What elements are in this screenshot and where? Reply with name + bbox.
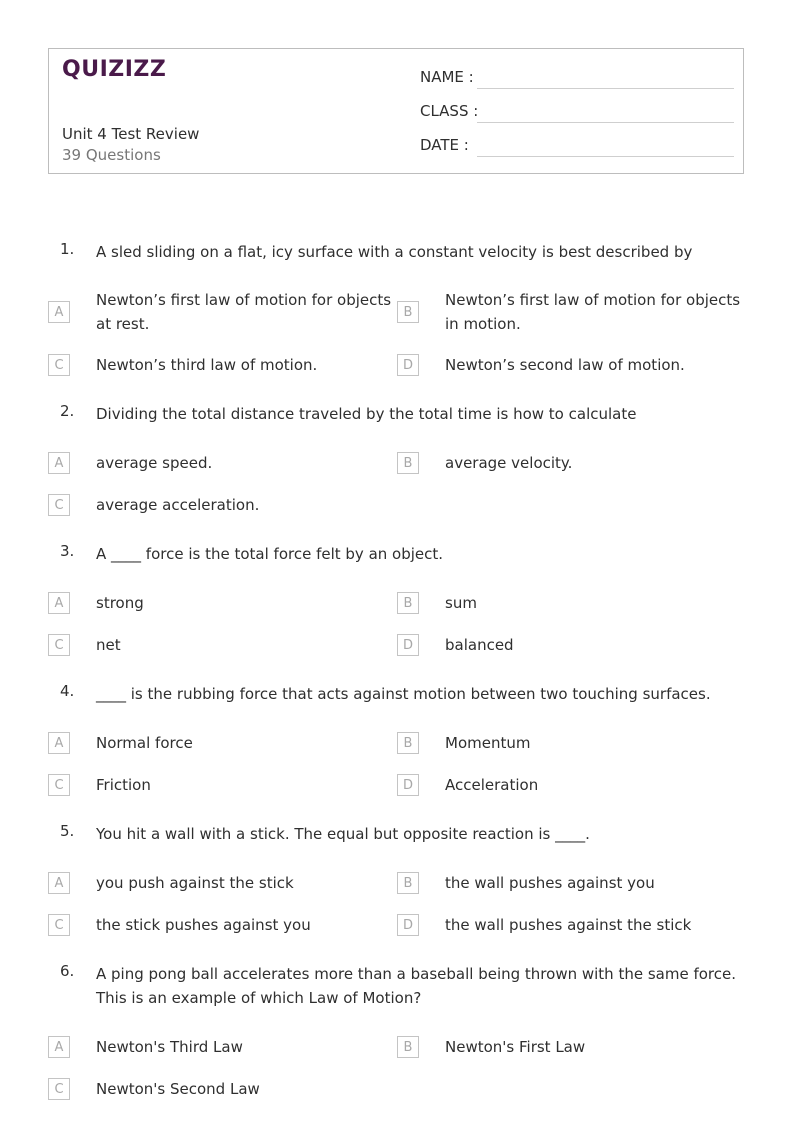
question-number: 2. (60, 402, 75, 420)
option-box-b[interactable]: B (397, 872, 419, 894)
question-text: A ____ force is the total force felt by an object. (96, 545, 444, 563)
option-box-b[interactable]: B (397, 452, 419, 474)
option-text: Momentum (445, 734, 531, 752)
option-box-b[interactable]: B (397, 1036, 419, 1058)
question-number: 1. (60, 240, 75, 258)
option-text: average speed. (96, 454, 213, 472)
option-text: Newton’s second law of motion. (445, 356, 685, 374)
question-number: 4. (60, 682, 75, 700)
option-text: net (96, 636, 121, 654)
option-box-d[interactable]: D (397, 634, 419, 656)
question-number: 3. (60, 542, 75, 560)
question-text: A ping pong ball accelerates more than a baseball being thrown with the same force. This is an example of which Law of Motion? (96, 965, 736, 1007)
option-box-c[interactable]: C (48, 634, 70, 656)
option-box-c[interactable]: C (48, 494, 70, 516)
option-text: Newton’s first law of motion for objects at rest. (96, 291, 392, 333)
option-box-a[interactable]: A (48, 452, 70, 474)
option-text: Friction (96, 776, 151, 794)
option-box-a[interactable]: A (48, 592, 70, 614)
option-text: average velocity. (445, 454, 573, 472)
option-text: Normal force (96, 734, 193, 752)
option-text: you push against the stick (96, 874, 294, 892)
question-text: ____ is the rubbing force that acts against motion between two touching surfaces. (96, 685, 711, 703)
question-number: 5. (60, 822, 75, 840)
option-text: the wall pushes against you (445, 874, 655, 892)
quizizz-logo: QUIZIZZ (62, 57, 167, 82)
option-box-a[interactable]: A (48, 1036, 70, 1058)
question-count: 39 Questions (62, 146, 161, 164)
name-label: NAME : (420, 68, 474, 86)
option-box-c[interactable]: C (48, 914, 70, 936)
option-text: balanced (445, 636, 514, 654)
option-text: Acceleration (445, 776, 539, 794)
option-box-d[interactable]: D (397, 354, 419, 376)
option-text: the wall pushes against the stick (445, 916, 692, 934)
option-text: Newton's Third Law (96, 1038, 243, 1056)
option-box-b[interactable]: B (397, 301, 419, 323)
worksheet-header (48, 48, 744, 174)
option-text: Newton’s third law of motion. (96, 356, 318, 374)
question-text: A sled sliding on a flat, icy surface with a constant velocity is best described by (96, 243, 693, 261)
option-box-a[interactable]: A (48, 301, 70, 323)
question-text: Dividing the total distance traveled by the total time is how to calculate (96, 405, 637, 423)
option-box-a[interactable]: A (48, 872, 70, 894)
date-field[interactable] (420, 136, 734, 158)
option-text: strong (96, 594, 144, 612)
option-box-a[interactable]: A (48, 732, 70, 754)
option-box-c[interactable]: C (48, 1078, 70, 1100)
option-text: Newton's First Law (445, 1038, 586, 1056)
option-box-d[interactable]: D (397, 774, 419, 796)
option-box-b[interactable]: B (397, 592, 419, 614)
class-label: CLASS : (420, 102, 479, 120)
option-text: sum (445, 594, 477, 612)
date-label: DATE : (420, 136, 469, 154)
name-field[interactable] (420, 68, 734, 90)
question-text: You hit a wall with a stick. The equal but opposite reaction is ____. (96, 825, 590, 843)
option-text: the stick pushes against you (96, 916, 311, 934)
class-field[interactable] (420, 102, 734, 124)
option-text: Newton's Second Law (96, 1080, 260, 1098)
option-box-d[interactable]: D (397, 914, 419, 936)
worksheet-title: Unit 4 Test Review (62, 125, 200, 143)
option-text: Newton’s first law of motion for objects in motion. (445, 291, 741, 333)
date-line[interactable] (477, 156, 734, 157)
question-number: 6. (60, 962, 75, 980)
option-box-c[interactable]: C (48, 354, 70, 376)
class-line[interactable] (477, 122, 734, 123)
option-text: average acceleration. (96, 496, 260, 514)
option-box-c[interactable]: C (48, 774, 70, 796)
name-line[interactable] (477, 88, 734, 89)
option-box-b[interactable]: B (397, 732, 419, 754)
